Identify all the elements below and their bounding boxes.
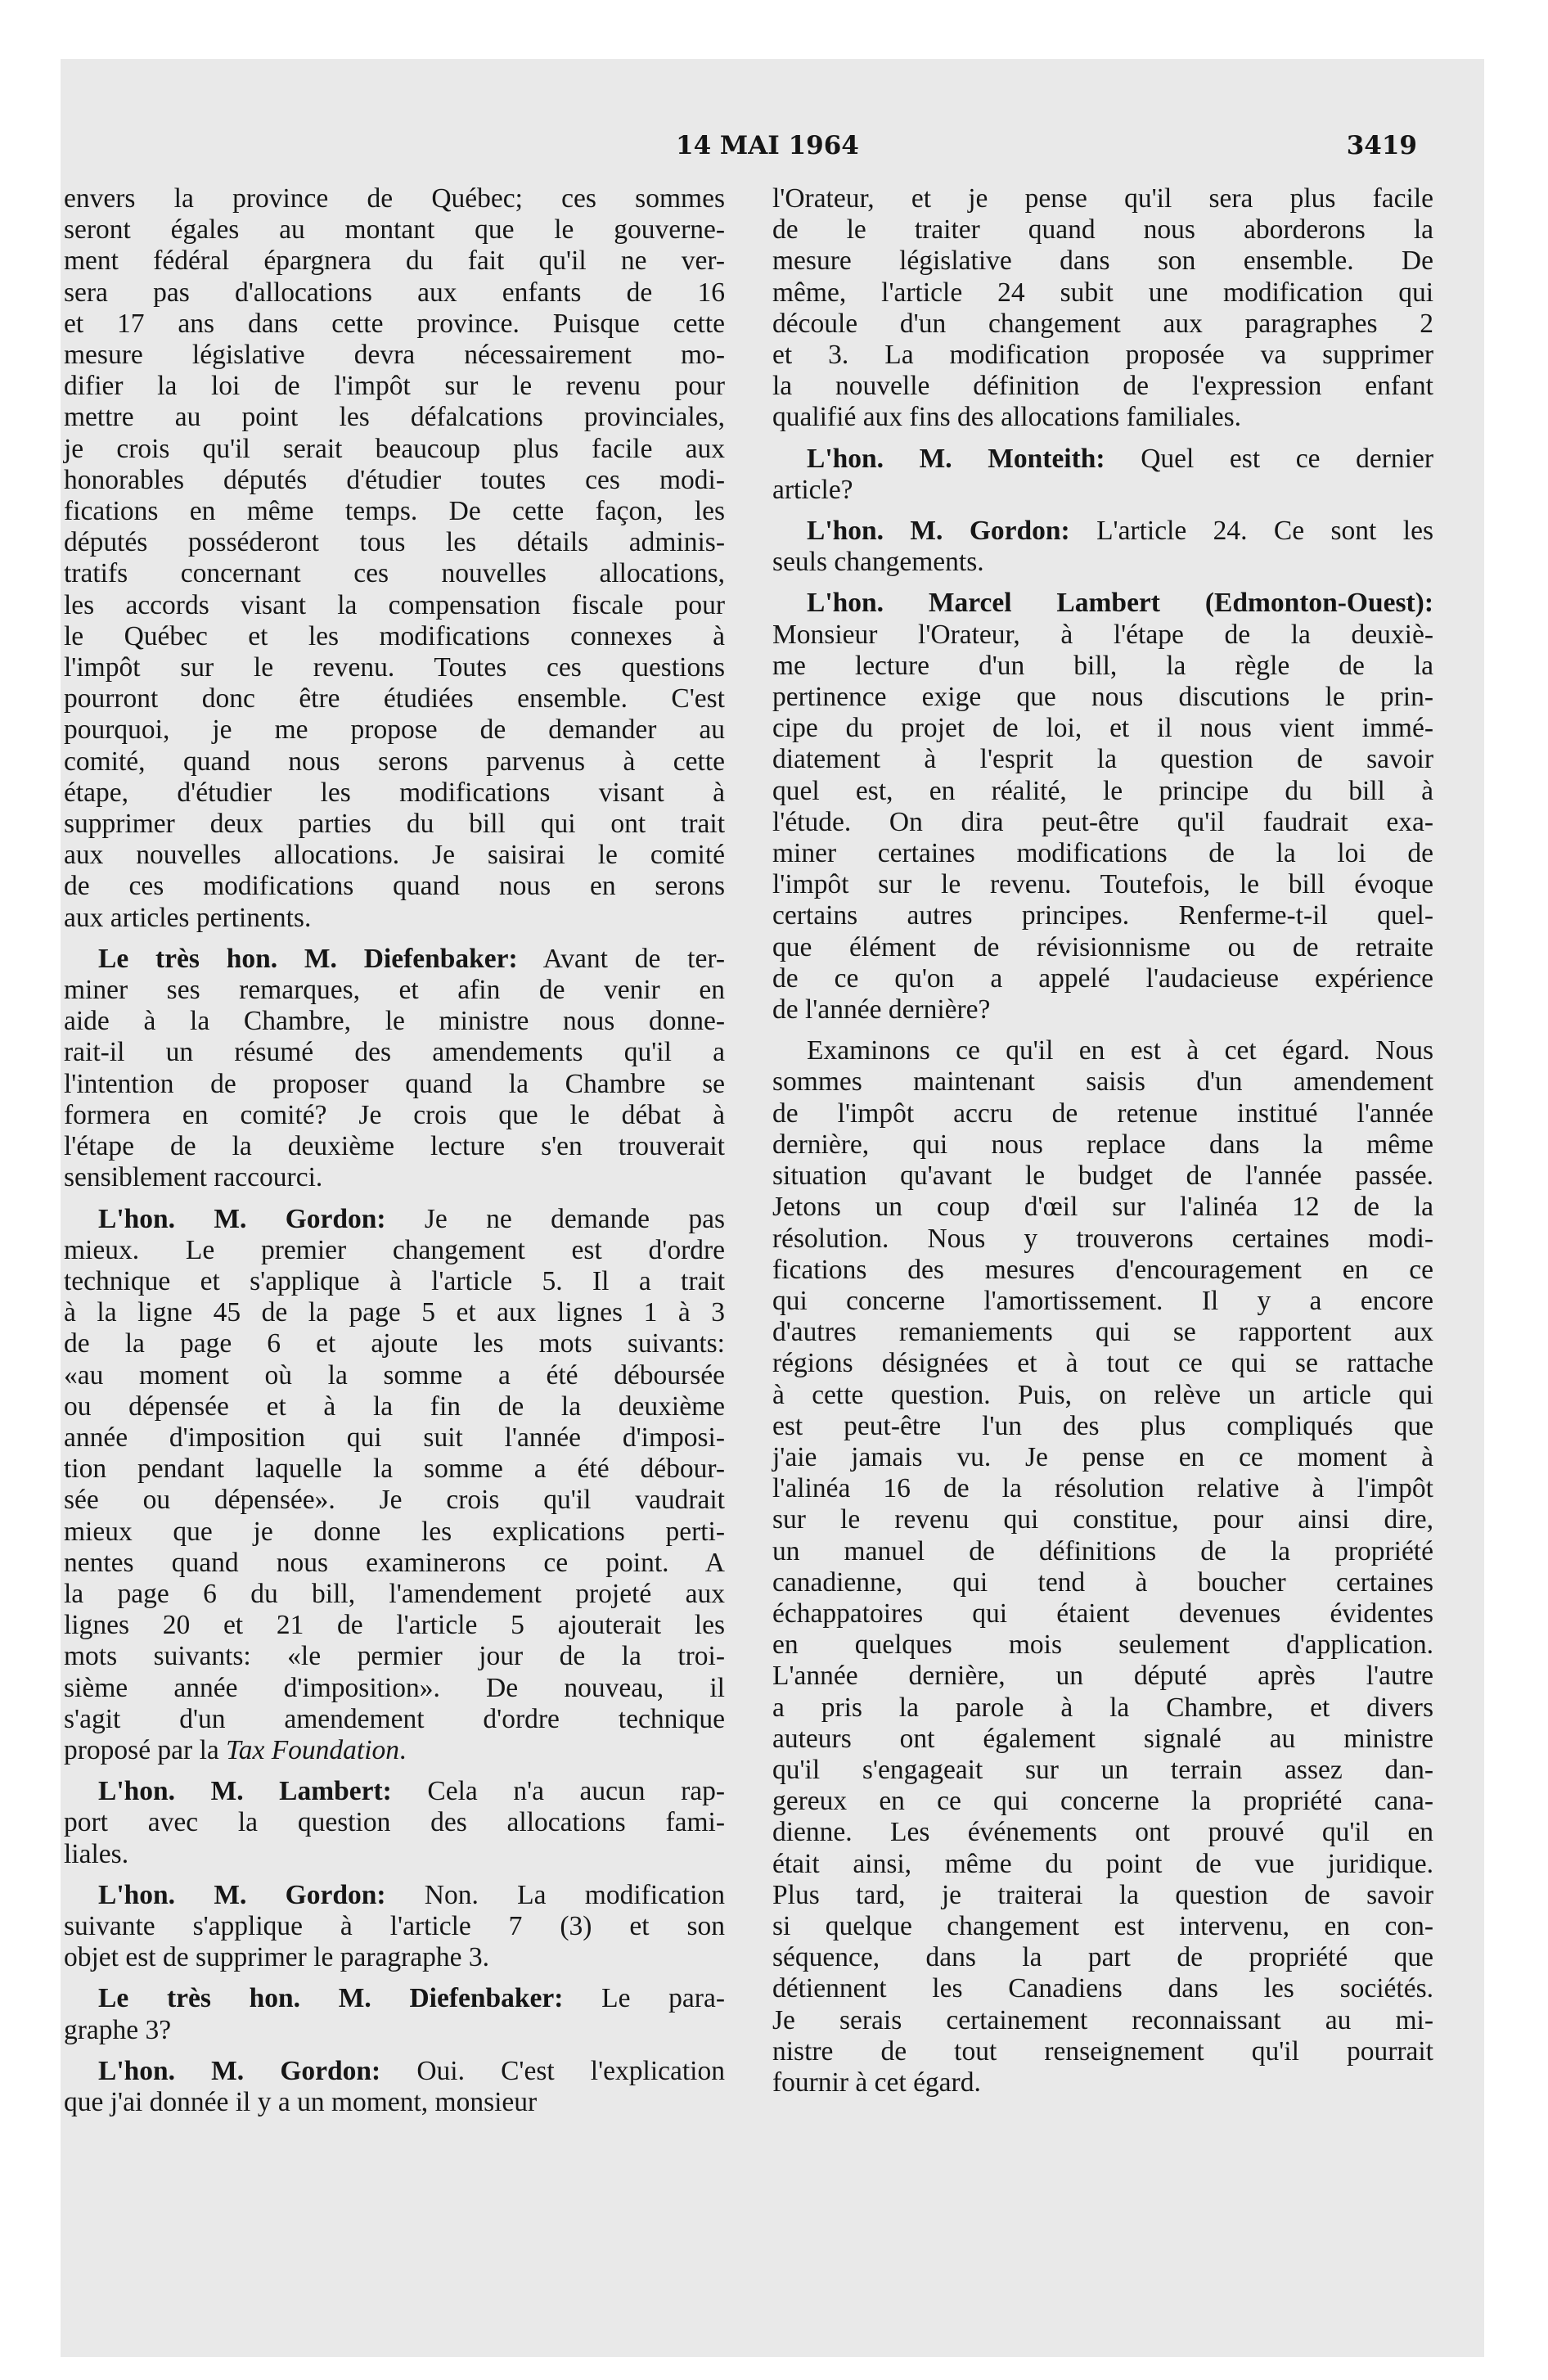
text-line: L'année dernière, un député après l'autre [772,1661,1433,1692]
text-line: lignes 20 et 21 de l'article 5 ajouterait les [64,1610,725,1641]
text-line: de la page 6 et ajoute les mots suivants: [64,1328,725,1359]
text-line: tratifs concernant ces nouvelles allocations, [64,558,725,589]
text-line: et 17 ans dans cette province. Puisque cette [64,308,725,339]
speaker-line [64,1983,725,2014]
page-number: 3419 [1346,131,1417,160]
text-line: mesure législative devra nécessairement mo- [64,340,725,371]
text-line: seuls changements. [772,547,984,578]
text-line: étape, d'étudier les modifications visant à [64,777,725,808]
text-line: un manuel de définitions de la propriété [772,1535,1433,1566]
text-line: me lecture d'un bill, la règle de la [772,650,1433,681]
speaker-name: L'hon. M. Lambert: [98,1776,392,1807]
text-fragment: Non. La modification [385,1879,725,1910]
text-line: l'alinéa 16 de la résolution relative à l'impôt [772,1473,1433,1504]
text-line: année d'imposition qui suit l'année d'imposi- [64,1422,725,1453]
text-line: qualifié aux fins des allocations familiales. [772,402,1242,433]
text-line: graphe 3? [64,2014,172,2045]
text-line: objet est de supprimer le paragraphe 3. [64,1942,489,1973]
text-line: nistre de tout renseignement qu'il pourrait [772,2035,1433,2067]
text-line: était ainsi, même du point de vue juridique. [772,1848,1433,1879]
text-fragment: Je ne demande pas [385,1203,725,1234]
text-line: quel est, en réalité, le principe du bill à [772,775,1433,806]
text-line: cipe du projet de loi, et il nous vient immé- [772,713,1433,744]
text-line: mots suivants: «le permier jour de la troi- [64,1641,725,1672]
text-line: seront égales au montant que le gouverne- [64,214,725,246]
text-line: suivante s'applique à l'article 7 (3) et son [64,1910,725,1941]
text-line: Monsieur l'Orateur, à l'étape de la deuxiè- [772,619,1433,650]
text-line: Jetons un coup d'œil sur l'alinéa 12 de la [772,1192,1433,1223]
speaker-name: L'hon. Marcel Lambert (Edmonton-Ouest): [807,588,1433,619]
text-line: «au moment où la somme a été déboursée [64,1359,725,1391]
text-fragment: Avant de ter- [517,943,725,974]
text-line: de le traiter quand nous aborderons la [772,214,1433,246]
text-line: l'Orateur, et je pense qu'il sera plus facile [772,183,1433,214]
text-line: fications des mesures d'encouragement en ce [772,1254,1433,1285]
text-line: la nouvelle définition de l'expression enfant [772,371,1433,402]
text-line: régions désignées et à tout ce qui se rattache [772,1348,1433,1379]
text-line: la page 6 du bill, l'amendement projeté aux [64,1578,725,1609]
text-line: l'impôt sur le revenu. Toutes ces questions [64,652,725,683]
text-line: ou dépensée et à la fin de la deuxième [64,1391,725,1422]
text-line: technique et s'applique à l'article 5. Il a trait [64,1265,725,1296]
speaker-name: L'hon. M. Gordon: [98,1203,386,1234]
speech-paragraph [772,516,1433,578]
speech-paragraph [64,1983,725,2045]
speaker-line [64,944,725,975]
text-line: j'aie jamais vu. Je pense en ce moment à [772,1441,1433,1472]
text-line: situation qu'avant le budget de l'année passée. [772,1161,1433,1192]
text-line: l'intention de proposer quand la Chambre se [64,1068,725,1099]
paragraph [772,1035,1433,2098]
italic-term: Tax Foundation [226,1734,400,1765]
text-line: et 3. La modification proposée va supprimer [772,340,1433,371]
speech-paragraph [64,944,725,1194]
speaker-name: L'hon. M. Gordon: [98,1879,386,1910]
text-line: résolution. Nous y trouverons certaines modi- [772,1223,1433,1254]
text-line: de l'année dernière? [772,994,991,1025]
text-line: port avec la question des allocations fami- [64,1807,725,1838]
text-fragment: . [399,1734,407,1765]
speech-paragraph [64,1776,725,1870]
text-line: l'étape de la deuxième lecture s'en trouverait [64,1131,725,1162]
text-line: a pris la parole à la Chambre, et divers [772,1692,1433,1723]
text-line: je crois qu'il serait beaucoup plus facile aux [64,433,725,464]
text-line: que j'ai donnée il y a un moment, monsieur [64,2086,538,2117]
text-line: séquence, dans la part de propriété que [772,1942,1433,1973]
speech-paragraph [64,1880,725,1974]
speaker-name: Le très hon. M. Diefenbaker: [98,1983,564,2014]
text-fragment: Quel est ce dernier [1105,443,1433,474]
speaker-line [772,444,1433,475]
text-line: supprimer deux parties du bill qui ont trait [64,809,725,840]
text-line: sur le revenu qui constitue, pour ainsi dire, [772,1504,1433,1535]
speaker-line [772,516,1433,547]
text-line: comité, quand nous serons parvenus à cette [64,746,725,777]
paragraph [772,183,1433,434]
text-line: Examinons ce qu'il en est à cet égard. Nous [807,1035,1433,1066]
text-line: aide à la Chambre, le ministre nous donne- [64,1006,725,1037]
text-line: sera pas d'allocations aux enfants de 16 [64,277,725,308]
text-line: certains autres principes. Renferme-t-il quel- [772,900,1433,931]
speaker-name: L'hon. M. Gordon: [807,516,1070,547]
text-line: qu'il s'engageait sur un terrain assez dan- [772,1754,1433,1785]
text-line: canadienne, qui tend à boucher certaines [772,1566,1433,1598]
text-line [64,1735,725,1766]
text-line: mieux que je donne les explications perti- [64,1516,725,1547]
text-line: gereux en ce qui concerne la propriété cana- [772,1786,1433,1817]
text-line: honorables députés d'étudier toutes ces modi- [64,464,725,495]
text-line: de ces modifications quand nous en serons [64,871,725,902]
left-column [64,183,725,2118]
header-date: 14 MAI 1964 [676,131,859,160]
text-line: difier la loi de l'impôt sur le revenu pour [64,371,725,402]
text-line: Je serais certainement reconnaissant au mi- [772,2004,1433,2035]
text-fragment: proposé par la [64,1734,227,1765]
text-line: dienne. Les événements ont prouvé qu'il en [772,1817,1433,1848]
text-line: détiennent les Canadiens dans les sociétés. [772,1973,1433,2004]
speaker-line [64,1204,725,1235]
text-line: nentes quand nous examinerons ce point. A [64,1547,725,1578]
speaker-name: Le très hon. M. Diefenbaker: [98,943,518,974]
text-line: rait-il un résumé des amendements qu'il a [64,1037,725,1068]
text-line: mesure législative dans son ensemble. De [772,246,1433,277]
text-line: mieux. Le premier changement est d'ordre [64,1234,725,1265]
text-line: est peut-être l'un des plus compliqués que [772,1410,1433,1441]
text-line: fications en même temps. De cette façon, les [64,496,725,527]
speech-paragraph [64,2056,725,2118]
text-line: pourquoi, je me propose de demander au [64,714,725,746]
text-line: de ce qu'on a appelé l'audacieuse expérience [772,962,1433,994]
speech-paragraph [772,588,1433,1025]
text-line: à la ligne 45 de la page 5 et aux lignes 1 à 3 [64,1297,725,1328]
text-line: envers la province de Québec; ces sommes [64,183,725,214]
text-line: sommes maintenant saisis d'un amendement [772,1066,1433,1098]
speaker-line [64,2056,725,2087]
text-line: aux articles pertinents. [64,902,312,933]
text-line: députés posséderont tous les détails adminis- [64,527,725,558]
text-line: sensiblement raccourci. [64,1162,323,1193]
text-line: dernière, qui nous replace dans la même [772,1129,1433,1160]
speech-paragraph [64,1204,725,1767]
text-fragment: Cela n'a aucun rap- [391,1776,725,1807]
speaker-line [64,1776,725,1807]
text-line: l'impôt sur le revenu. Toutefois, le bill évoque [772,869,1433,900]
text-line: à cette question. Puis, on relève un article qui [772,1379,1433,1410]
text-line: miner ses remarques, et afin de venir en [64,975,725,1006]
speaker-name: L'hon. M. Gordon: [98,2055,381,2086]
text-line: pourront donc être étudiées ensemble. C'est [64,683,725,714]
text-line: formera en comité? Je crois que le débat à [64,1099,725,1130]
text-line: qui concerne l'amortissement. Il y a encore [772,1285,1433,1316]
right-column [772,183,1433,2098]
text-line: les accords visant la compensation fiscale pour [64,589,725,620]
text-line: Plus tard, je traiterai la question de savoir [772,1879,1433,1910]
text-line: découle d'un changement aux paragraphes 2 [772,308,1433,339]
text-line: en quelques mois seulement d'application. [772,1629,1433,1661]
text-line: aux nouvelles allocations. Je saisirai le comité [64,840,725,871]
paragraph [64,183,725,934]
text-fragment: Oui. C'est l'explication [380,2055,725,2086]
text-fragment: L'article 24. Ce sont les [1069,516,1433,547]
text-line: si quelque changement est intervenu, en con- [772,1910,1433,1941]
speech-paragraph [772,444,1433,506]
text-line: de l'impôt accru de retenue institué l'année [772,1098,1433,1129]
text-line: diatement à l'esprit la question de savoir [772,744,1433,775]
text-line: même, l'article 24 subit une modification qui [772,277,1433,308]
speaker-name: L'hon. M. Monteith: [807,443,1105,474]
text-line: fournir à cet égard. [772,2067,981,2098]
text-line: mettre au point les défalcations provinciales, [64,402,725,433]
speaker-line [772,588,1433,619]
text-line: le Québec et les modifications connexes à [64,620,725,651]
text-line: d'autres remaniements qui se rapportent aux [772,1317,1433,1348]
text-line: ment fédéral épargnera du fait qu'il ne ver- [64,246,725,277]
text-line: auteurs ont également signalé au ministre [772,1723,1433,1754]
page-header [61,131,1417,170]
text-line: s'agit d'un amendement d'ordre technique [64,1703,725,1734]
text-line: pertinence exige que nous discutions le prin- [772,682,1433,713]
text-fragment: Le para- [563,1983,725,2014]
text-line: l'étude. On dira peut-être qu'il faudrait exa- [772,806,1433,837]
text-line: miner certaines modifications de la loi de [772,838,1433,869]
text-line: article? [772,474,853,505]
text-line: liales. [64,1838,129,1869]
text-line: sième année d'imposition». De nouveau, il [64,1672,725,1703]
speaker-line [64,1880,725,1911]
text-line: échappatoires qui étaient devenues évidentes [772,1598,1433,1629]
text-line: que élément de révisionnisme ou de retraite [772,931,1433,962]
text-line: tion pendant laquelle la somme a été débour- [64,1454,725,1485]
text-line: sée ou dépensée». Je crois qu'il vaudrait [64,1485,725,1516]
